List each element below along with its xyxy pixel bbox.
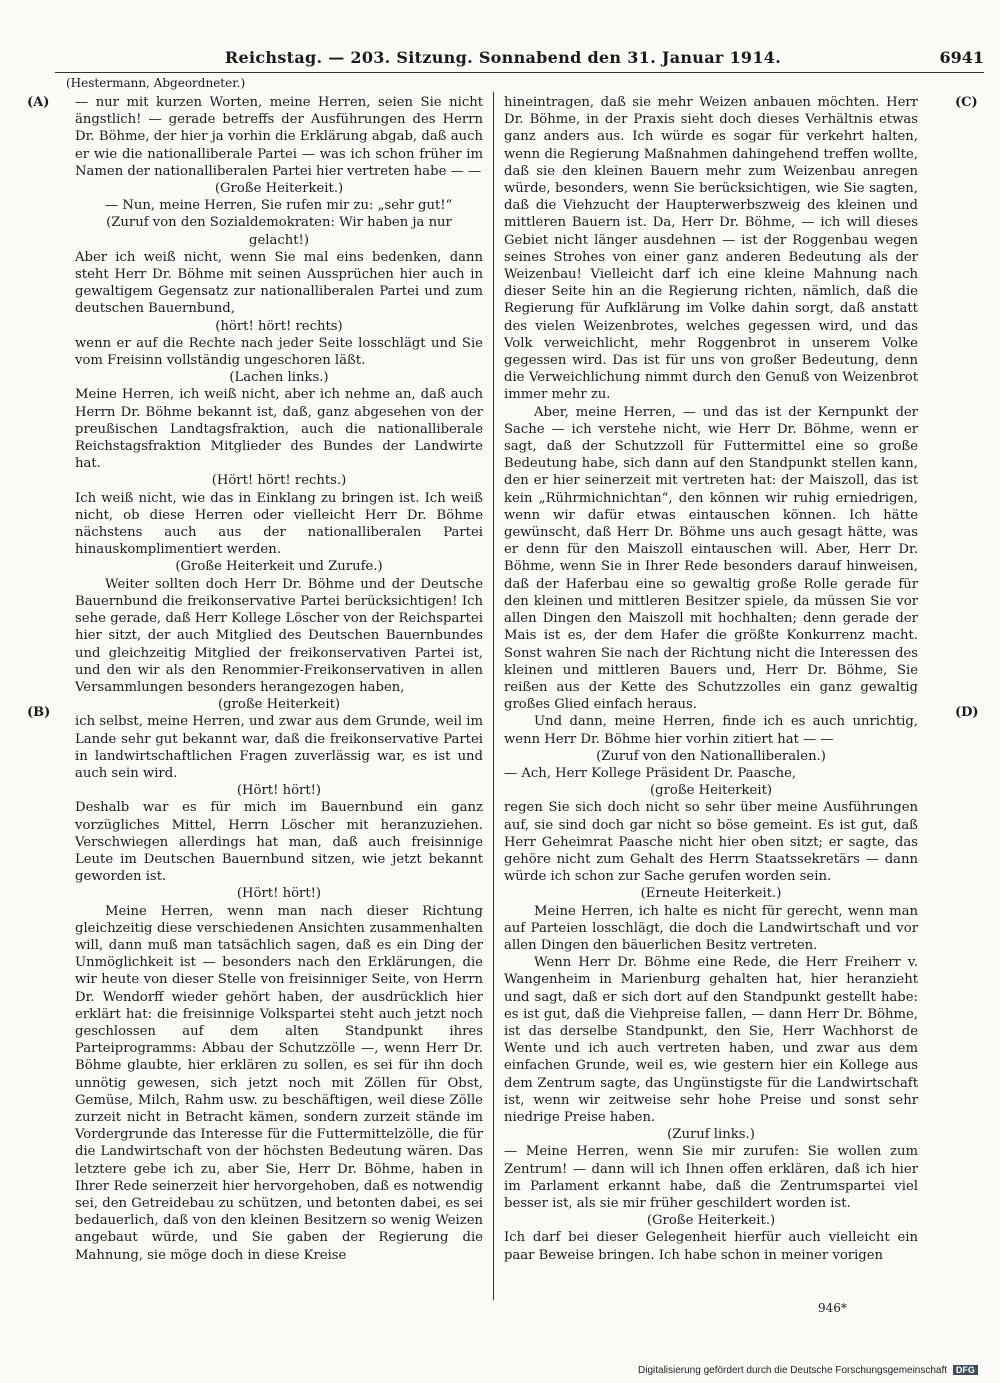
margin-marker-a: (A) [27,95,50,110]
paragraph: Deshalb war es für mich im Bauernbund ein ganz vorzügliches Mittel, Herrn Löscher mit heranzuziehen. Verschwiegen allerdings hat man, daß auch freisinnige Leute im Deutschen Bauernbund sitzen, wie jetzt bekannt geworden ist. [75,800,483,885]
paragraph: Meine Herren, ich halte es nicht für gerecht, wenn man auf Parteien losschlägt, die doch die Landwirtschaft und vor allen Dingen den bäuerlichen Besitz vertreten. [504,903,918,953]
paragraph: Ich darf bei dieser Gelegenheit hierfür auch vielleicht ein paar Beweise bringen. Ich habe schon in meiner vorigen [504,1230,918,1263]
interjection: (hört! hört! rechts) [215,318,343,334]
paragraph: Und dann, meine Herren, finde ich es auch unrichtig, wenn Herr Dr. Böhme hier vorhin zitiert hat — — [504,714,918,747]
paragraph: Ich weiß nicht, wie das in Einklang zu bringen ist. Ich weiß nicht, ob diese Herren oder vielleicht Herr Dr. Böhme nächstens auch aus der nationalliberalen Partei hinauskomplimentiert werden. [75,490,483,558]
left-column [75,94,483,1264]
header-rule [55,72,984,73]
paragraph: regen Sie sich doch nicht so sehr über meine Ausführungen auf, sie sind doch gar nicht so böse gemeint. Es ist gut, daß Herr Geheimrat Paasche nicht hier oben sitzt; er sagte, das gehöre nicht zum Gehalt des Herrn Staatssekretärs — dann würde ich schon zur Sache gerufen worden sein. [504,800,918,885]
interjection: (große Heiterkeit) [217,697,341,713]
paragraph: Weiter sollten doch Herr Dr. Böhme und der Deutsche Bauernbund die freikonservative Partei berücksichtigen! Ich sehe gerade, daß Herr Kollege Löscher von der Reichspartei hier sitzt, der auch Mitglied des Deutschen Bauernbundes und gleichzeitig Mitglied der freikonservativen Partei ist, und den wir als den Renommier-Freikonservativen in allen Versammlungen besonders herangezogen haben, [75,576,483,695]
interjection: (Zuruf von den Nationalliberalen.) [596,748,826,764]
margin-marker-d: (D) [955,705,979,720]
footer-text: Digitalisierung gefördert durch die Deutsche Forschungsgemeinschaft [638,1365,948,1376]
running-header [22,48,984,70]
paragraph: Wenn Herr Dr. Böhme eine Rede, die Herr Freiherr v. Wangenheim in Marienburg gehalten hat, hier heranzieht und sagt, daß er sich dort auf den Standpunkt gestellt habe: es ist gut, daß die Viehpreise fallen, — dann Herr Dr. Böhme, ist das derselbe Standpunkt, den Sie, Herr Wachhorst de Wente und ich auch vertreten haben, und zwar aus dem einfachen Grunde, weil es, wie gestern hier ein Kollege aus dem Zentrum sagte, das Ungünstigste für die Landwirtschaft ist, wenn wir zeitweise sehr hohe Preise und sonst sehr niedrige Preise haben. [504,955,918,1125]
interjection: (Große Heiterkeit.) [214,181,344,197]
speaker-label: (Hestermann, Abgeordneter.) [66,76,246,90]
paragraph: Aber, meine Herren, — und das ist der Kernpunkt der Sache — ich verstehe nicht, wie Herr Dr. Böhme, wenn er sagt, daß der Schutzzoll für Futtermittel eine so große Bedeutung habe, sich dann auf den Standpunkt stellen kann, den er hier seinerzeit mit vertreten hat: der Maiszoll, das ist kein „Rührmichnichtan“, den können wir ruhig erniedrigen, wenn wir dafür etwas eintauschen können. Ich hätte gewünscht, daß Herr Dr. Böhme uns auch gesagt hätte, was er denn für den Maiszoll eintauschen will. Aber, Herr Dr. Böhme, wenn Sie in Ihrer Rede besonders darauf hinweisen, daß der Haferbau eine so gewaltig große Rolle gerade für den kleinen und mittleren Besitzer spiele, da müssen Sie vor allen Dingen den Maiszoll mit hochhalten; denn gerade der Mais ist es, der dem Hafer die größte Konkurrenz macht. Sonst wahren Sie nach der Richtung nicht die Interessen des kleinen und mittleren Bauers und, Herr Dr. Böhme, Sie reißen aus der Kette des Schutzzolles ein ganz gewaltig großes Glied einfach heraus. [504,404,918,713]
interjection: (Erneute Heiterkeit.) [640,886,782,902]
paragraph: Aber ich weiß nicht, wenn Sie mal eins bedenken, dann steht Herr Dr. Böhme mit seinen Aussprüchen hier auch in gewaltigem Gegensatz zur nationalliberalen Partei und zum deutschen Bauernbund, [75,249,483,317]
interjection: (Hört! hört! rechts.) [211,473,347,489]
interjection: (Große Heiterkeit und Zurufe.) [175,559,383,575]
interjection: (Große Heiterkeit.) [646,1213,776,1229]
paragraph: — Nun, meine Herren, Sie rufen mir zu: „sehr gut!“ [105,198,453,214]
paragraph: Meine Herren, ich weiß nicht, aber ich nehme an, daß auch Herrn Dr. Böhme bekannt ist, daß, ganz abgesehen von der preußischen Landtagsfraktion, auch die nationalliberale Reichstagsfraktion Mitglieder des Bundes der Landwirte hat. [75,387,483,472]
interjection: (Hört! hört!) [236,886,322,902]
interjection: (Lachen links.) [229,370,329,386]
header-title: Reichstag. — 203. Sitzung. Sonnabend den 31. Januar 1914. [224,48,782,67]
column-divider [493,92,494,1300]
paragraph: hineintragen, daß sie mehr Weizen anbauen möchten. Herr Dr. Böhme, in der Praxis sieht doch dieses Verhältnis etwas ganz anders aus. Ich würde es sogar für verkehrt halten, wenn die Regierung Maßnahmen dahingehend treffen wollte, daß sie den kleinen Bauern mehr zum Weizenbau anregen würde, besonders, wenn Sie berücksichtigen, wie Sie sagten, daß die Viehzucht der Haupterwerbszweig des kleinen und mittleren Bauern ist. Da, Herr Dr. Böhme, — ich will dieses Gebiet nicht länger ausdehnen — ist der Roggenbau wegen seines Strohes von einer ganz anderen Bedeutung als der Weizenbau! Vielleicht darf ich eine kleine Mahnung nach dieser Seite hin an die Regierung richten, nämlich, daß die Regierung für Aufklärung im Volke dahin sorgt, daß anstatt des vielen Weizenbrotes, welches gegessen wird, und das Volk verweichlicht, mehr Roggenbrot in unserem Volke gegessen wird. Das ist für uns von großer Bedeutung, denn die Verweichlichung nimmt durch den Genuß von Weizenbrot immer mehr zu. [504,95,918,403]
paragraph: ich selbst, meine Herren, und zwar aus dem Grunde, weil im Lande sehr gut bekannt war, daß die freikonservative Partei in landwirtschaftlichen Fragen zuverlässig war, es ist und auch sein wird. [75,714,483,781]
digitization-footer [638,1365,978,1376]
paragraph: — Ach, Herr Kollege Präsident Dr. Paasche, [504,765,797,781]
dfg-logo-icon: DFG [953,1365,978,1375]
interjection: (Hört! hört!) [236,783,322,799]
interjection: (Zuruf links.) [667,1127,755,1143]
paragraph: — nur mit kurzen Worten, meine Herren, seien Sie nicht ängstlich! — gerade betreffs der Ausführungen des Herrn Dr. Böhme, der hier ja vorhin die Erklärung abgab, daß auch er wie die nationalliberale Partei — was ich schon früher im Namen der nationalliberalen Partei hier vertreten habe — — [75,95,483,179]
interjection: (große Heiterkeit) [649,783,773,799]
interjection: (Zuruf von den Sozialdemokraten: Wir haben ja nur gelacht!) [106,215,452,248]
paragraph: — Meine Herren, wenn Sie mir zurufen: Sie wollen zum Zentrum! — dann will ich Ihnen offen erklären, daß ich hier im Parlament erkannt habe, daß die Zentrumspartei viel besser ist, als sie mir früher geschildert worden ist. [504,1144,918,1211]
right-column [504,94,918,1264]
page-number: 6941 [939,48,984,67]
paragraph: Meine Herren, wenn man nach dieser Richtung gleichzeitig diese verschiedenen Ansichten zusammenhalten will, dann muß man tatsächlich sagen, daß es ein Ding der Unmöglichkeit ist — besonders nach den Erklärungen, die wir heute von dieser Stelle von freisinniger Seite, von Herrn Dr. Wendorff wieder gehört haben, der ausdrücklich hier erklärt hat: die freisinnige Volkspartei steht auch jetzt noch geschlossen auf dem alten Standpunkt ihres Parteiprogramms: Abbau der Schutzzölle —, wenn Herr Dr. Böhme glaubte, hier erklären zu sollen, es sei für ihn doch unnötig gewesen, sich jetzt noch mit Zöllen für Obst, Gemüse, Milch, Rahm usw. zu beschäftigen, weil diese Zölle zurzeit nicht in Betracht kämen, sondern zurzeit stände im Vordergrunde das Interesse für die Futtermittelzölle, die für die Landwirtschaft von der höchsten Bedeutung wären. Das letztere gebe ich zu, aber Sie, Herr Dr. Böhme, haben in Ihrer Rede seinerzeit hier hervorgehoben, daß es notwendig sei, den Getreidebau zu schützen, und betonten dabei, es sei bedauerlich, daß von den kleinen Besitzern so wenig Weizen angebaut würde, und Sie gaben der Regierung die Mahnung, sie möge doch in diese Kreise [75,903,483,1263]
margin-marker-c: (C) [955,95,978,110]
sheet-signature: 946* [818,1301,847,1315]
margin-marker-b: (B) [27,705,51,720]
paragraph: wenn er auf die Rechte nach jeder Seite losschlägt und Sie vom Freisinn vollständig ungeschoren läßt. [75,335,483,369]
